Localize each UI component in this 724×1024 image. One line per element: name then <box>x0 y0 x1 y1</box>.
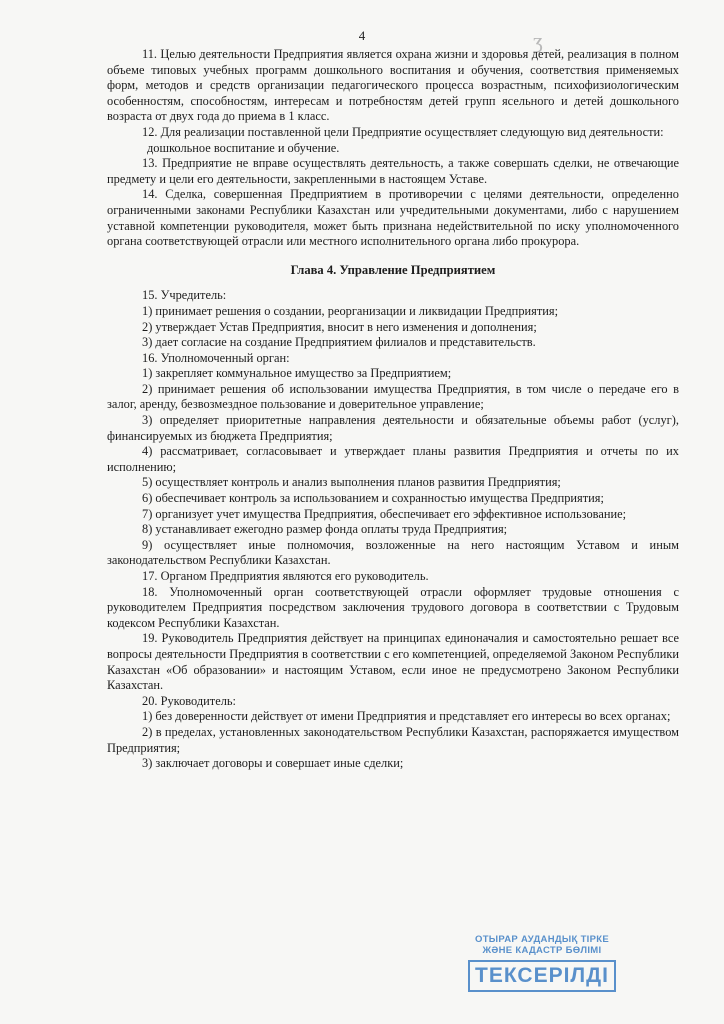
activity-item: дошкольное воспитание и обучение. <box>147 140 340 155</box>
paragraph-15: 15. Учредитель: <box>142 288 227 303</box>
list-item: 1) закрепляет коммунальное имущество за Предприятием; <box>142 366 452 381</box>
paragraph-17: 17. Органом Предприятия являются его руководитель. <box>142 569 429 583</box>
list-item: 9) осуществляет иные полномочия, возложенные на него настоящим Уставом и иным законодательством Республики Казахстан. <box>107 537 679 568</box>
list-item: 1) без доверенности действует от имени Предприятия и представляет его интересы во всех органах; <box>142 709 671 724</box>
list-item: 3) дает согласие на создание Предприятием филиалов и представительств. <box>142 335 536 350</box>
list-item: 2) принимает решения об использовании имущества Предприятия, в том числе о передаче его в залог, аренду, безвозмездное пользование и доверительное управление; <box>107 381 679 412</box>
paragraph-13: 13. Предприятие не вправе осуществлять деятельность, а также совершать сделки, не отвечающие предмету и цели его деятельности, закрепленными в настоящем Уставе. <box>107 156 679 186</box>
paragraph-19: 19. Руководитель Предприятия действует на принципах единоначалия и самостоятельно решает все вопросы деятельности Предприятия в соответствии с его компетенцией, определяемой Законом Республики Казахстан «Об образовании» и настоящим Уставом, если иное не предусмотрено Законом Республики Казахстан. <box>107 631 679 693</box>
document-body <box>107 47 679 772</box>
stamp-verified: ТЕКСЕРІЛДІ <box>468 960 616 992</box>
list-item: 1) принимает решения о создании, реорганизации и ликвидации Предприятия; <box>142 303 559 318</box>
paragraph-20: 20. Руководитель: <box>142 693 236 708</box>
chapter-title: Глава 4. Управление Предприятием <box>290 262 496 277</box>
page-number: 4 <box>358 28 366 43</box>
stamp-line-2: ЖӘНЕ КАДАСТР БӨЛІМІ <box>482 945 602 956</box>
paragraph-16: 16. Уполномоченный орган: <box>142 350 290 365</box>
list-item: 7) организует учет имущества Предприятия, обеспечивает его эффективное использование; <box>142 506 627 521</box>
paragraph-11: 11. Целью деятельности Предприятия является охрана жизни и здоровья детей, реализация в полном объеме типовых учебных программ дошкольного воспитания и обучения, соответствия применяемых форм, методов и средств организации педагогического процесса возрастным, психофизиологическим особенностям, способностям, интересам и потребностям детей групп ясельного и детей дошкольного возраста от двух года до приема в 1 класс. <box>107 47 679 124</box>
list-item: 3) заключает договоры и совершает иные сделки; <box>142 756 404 771</box>
list-item: 2) утверждает Устав Предприятия, вносит в него изменения и дополнения; <box>142 319 537 334</box>
scan-mark-icon: ʒ <box>533 28 543 53</box>
list-item: 8) устанавливает ежегодно размер фонда оплаты труда Предприятия; <box>142 522 508 537</box>
paragraph-18: 18. Уполномоченный орган соответствующей отрасли оформляет трудовые отношения с руководителем Предприятия посредством заключения трудового договора в соответствии с Трудовым кодексом Республики Казахстан. <box>107 584 679 630</box>
list-item: 4) рассматривает, согласовывает и утверждает планы развития Предприятия и отчеты по их исполнению; <box>107 444 679 474</box>
paragraph-14: 14. Сделка, совершенная Предприятием в противоречии с целями деятельности, определенно ограниченными законами Республики Казахстан или учредительными документами, либо с нарушением уставной компетенции руководителя, может быть признана недействительной по иску уполномоченного органа соответствующей отрасли или местного исполнительного органа либо прокурора. <box>107 187 679 249</box>
stamp-line-1: ОТЫРАР АУДАНДЫҚ ТІРКЕ <box>475 934 609 945</box>
registration-stamp <box>468 934 616 1000</box>
list-item: 2) в пределах, установленных законодательством Республики Казахстан, распоряжается имуществом Предприятия; <box>107 724 679 755</box>
list-item: 3) определяет приоритетные направления деятельности и обязательные объемы работ (услуг), финансируемых из бюджета Предприятия; <box>107 413 679 443</box>
list-item: 6) обеспечивает контроль за использованием и сохранностью имущества Предприятия; <box>142 491 604 506</box>
paragraph-12: 12. Для реализации поставленной цели Предприятие осуществляет следующую вид деятельности: <box>142 124 664 139</box>
list-item: 5) осуществляет контроль и анализ выполнения планов развития Предприятия; <box>142 475 561 490</box>
